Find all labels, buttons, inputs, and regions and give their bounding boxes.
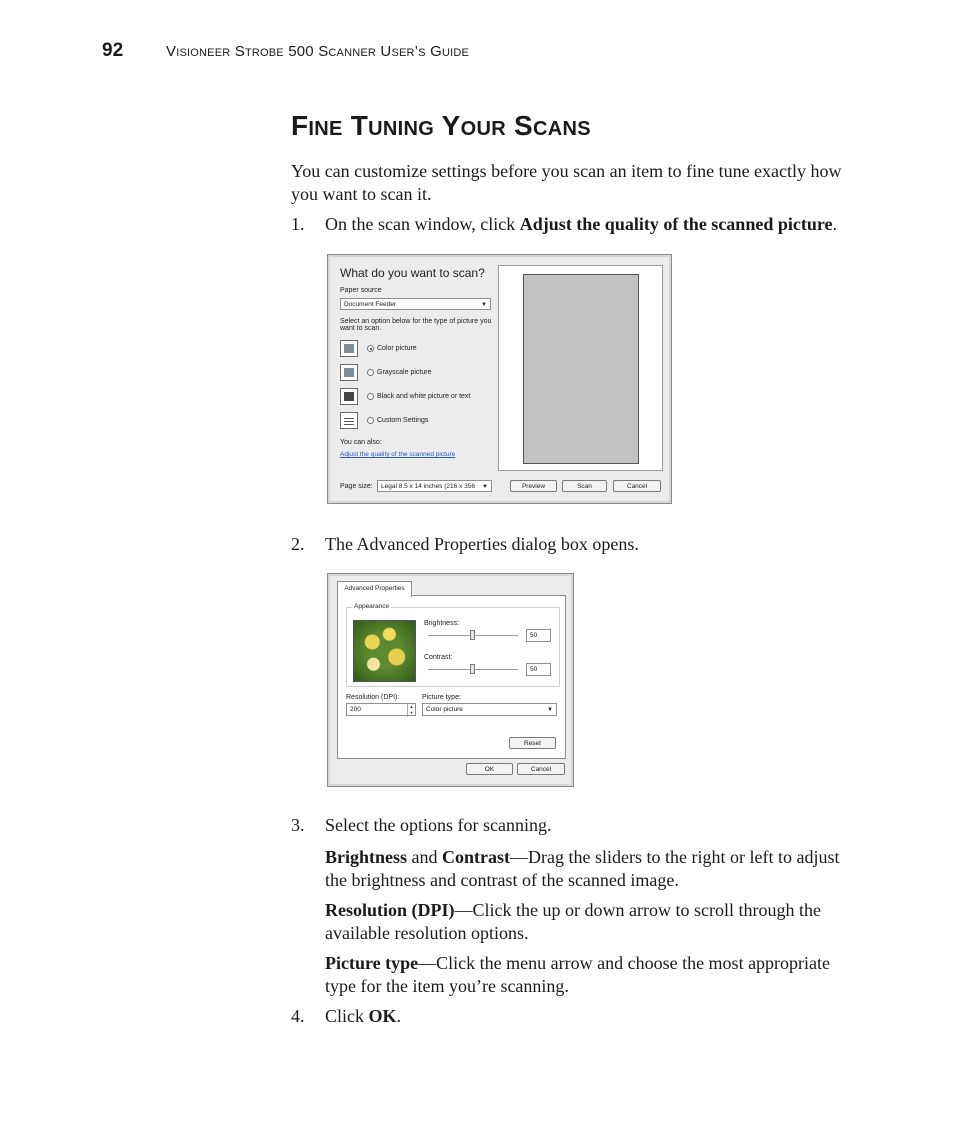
black-white-icon[interactable] [340, 388, 358, 405]
picture-type-description: Picture type—Click the menu arrow and choose the most appropriate type for the item you’re scanning. [325, 953, 831, 996]
step-text: Select the options for scanning. [325, 815, 552, 835]
select-hint-1: Select an option below for the type of picture you [340, 318, 492, 325]
resolution-input[interactable] [346, 703, 416, 716]
step-number: 2. [291, 534, 305, 554]
scan-button[interactable]: Scan [562, 480, 607, 492]
step-4: 4. Click OK. [291, 1006, 402, 1026]
preview-button[interactable]: Preview [510, 480, 557, 492]
page-size-value: Legal 8.5 x 14 inches (216 x 356 [381, 483, 475, 490]
step-number: 3. [291, 815, 305, 835]
picture-type-dropdown[interactable] [422, 703, 557, 716]
black-white-label: Black and white picture or text [377, 393, 471, 400]
running-header: Visioneer Strobe 500 Scanner User’s Guide [166, 43, 470, 60]
grayscale-picture-icon[interactable] [340, 364, 358, 381]
section-title: Fine Tuning Your Scans [291, 110, 591, 141]
color-picture-label: Color picture [377, 345, 417, 352]
step-1: 1. On the scan window, click Adjust the quality of the scanned picture. [291, 214, 837, 234]
step-number: 4. [291, 1006, 305, 1026]
step-text: The Advanced Properties dialog box opens. [325, 534, 639, 554]
custom-settings-label: Custom Settings [377, 417, 429, 424]
paper-source-dropdown[interactable] [340, 298, 491, 310]
appearance-label: Appearance [354, 603, 390, 610]
cancel-button[interactable]: Cancel [517, 763, 565, 775]
brightness-slider-thumb[interactable] [470, 630, 475, 640]
advanced-properties-panel [337, 595, 566, 759]
scan-window-heading: What do you want to scan? [340, 266, 485, 280]
preview-pane [498, 265, 663, 471]
step-emphasis: OK [368, 1006, 397, 1026]
picture-type-label: Picture type: [422, 694, 461, 701]
step-number: 1. [291, 214, 305, 234]
preview-page [523, 274, 639, 464]
color-picture-radio[interactable] [367, 345, 374, 352]
contrast-value-field[interactable]: 50 [526, 663, 551, 676]
page-number: 92 [102, 40, 124, 61]
chevron-down-icon: ▼ [547, 707, 553, 713]
scan-window [327, 254, 672, 504]
page-size-dropdown[interactable] [377, 480, 492, 492]
brightness-contrast-description: Brightness and Contrast—Drag the sliders to the right or left to adjust the brightness and contrast of the scanned image. [325, 847, 840, 890]
appearance-group [346, 603, 560, 687]
grayscale-picture-radio[interactable] [367, 369, 374, 376]
page-size-label: Page size: [340, 483, 373, 490]
resolution-description: Resolution (DPI)—Click the up or down arrow to scroll through the available resolution options. [325, 900, 821, 943]
black-white-radio[interactable] [367, 393, 374, 400]
reset-button[interactable]: Reset [509, 737, 556, 749]
paper-source-value: Document Feeder [344, 301, 397, 308]
contrast-label: Contrast: [424, 654, 453, 661]
custom-settings-radio[interactable] [367, 417, 374, 424]
you-can-also-label: You can also: [340, 439, 382, 446]
step-2 [291, 533, 639, 556]
step-text: On the scan window, click [325, 214, 520, 234]
custom-settings-icon[interactable] [340, 412, 358, 429]
intro-paragraph: You can customize settings before you scan an item to fine tune exactly how you want to scan it. [291, 161, 842, 204]
cancel-button[interactable]: Cancel [613, 480, 661, 492]
brightness-value-field[interactable]: 50 [526, 629, 551, 642]
picture-type-value: Color picture [426, 706, 463, 713]
select-hint-2: want to scan. [340, 325, 382, 332]
brightness-label: Brightness: [424, 620, 460, 627]
advanced-properties-dialog [327, 573, 574, 787]
adjust-quality-link[interactable]: Adjust the quality of the scanned picture [340, 451, 456, 458]
paper-source-label: Paper source [340, 287, 382, 294]
ok-button[interactable]: OK [466, 763, 513, 775]
color-picture-icon[interactable] [340, 340, 358, 357]
step-emphasis: Adjust the quality of the scanned picture [519, 214, 833, 234]
grayscale-picture-label: Grayscale picture [377, 369, 432, 376]
resolution-value: 200 [350, 706, 361, 713]
chevron-down-icon: ▼ [481, 302, 487, 308]
chevron-down-icon: ▼ [482, 484, 488, 490]
step-3 [291, 814, 551, 837]
resolution-label: Resolution (DPI): [346, 694, 400, 701]
sample-image [353, 620, 416, 682]
spinner-arrows-icon[interactable]: ▲ ▼ [407, 704, 415, 717]
contrast-slider-thumb[interactable] [470, 664, 475, 674]
tab-advanced-properties[interactable]: Advanced Properties [337, 581, 412, 597]
